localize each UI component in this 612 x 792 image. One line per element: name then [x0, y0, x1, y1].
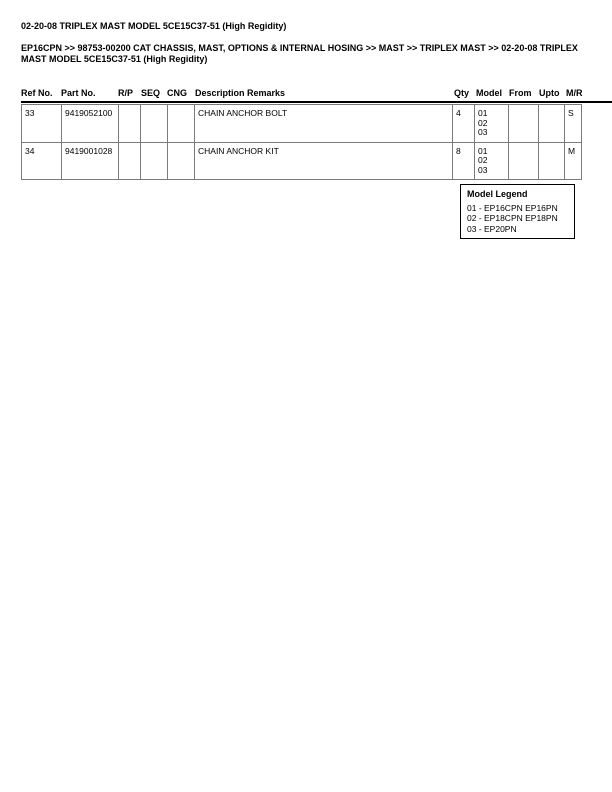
model-cell [475, 142, 509, 180]
legend-entry: 02 - EP18CPN EP18PN [467, 213, 558, 223]
qty-cell: 4 [453, 105, 475, 143]
header-part-no: Part No. [61, 88, 96, 98]
seq-cell [141, 105, 168, 143]
upto-cell [539, 142, 565, 180]
model-code: 02 [478, 117, 488, 128]
cng-cell [168, 142, 195, 180]
header-ref-no: Ref No. [21, 88, 53, 98]
ref-no-cell: 34 [22, 142, 62, 180]
qty-cell: 8 [453, 142, 475, 180]
legend-entry: 01 - EP16CPN EP16PN [467, 202, 558, 213]
cng-cell [168, 105, 195, 143]
rp-cell [119, 142, 141, 180]
model-code: 03 [478, 164, 488, 175]
from-cell [509, 105, 539, 143]
header-from: From [509, 88, 532, 98]
upto-cell [539, 105, 565, 143]
header-upto: Upto [539, 88, 560, 98]
rp-cell [119, 105, 141, 143]
seq-cell [141, 142, 168, 180]
header-rp: R/P [118, 88, 134, 98]
model-code: 03 [478, 127, 488, 137]
breadcrumb: EP16CPN >> 98753-00200 CAT CHASSIS, MAST, OPTIONS & INTERNAL HOSING >> MAST >> TRIPLEX MAST >> 02-20-08 TRIPLEX MAST MODEL 5CE15C37-51 (High Regidity) [21, 43, 578, 64]
mr-cell: M [565, 142, 582, 180]
from-cell [509, 142, 539, 180]
header-cng: CNG [167, 88, 187, 98]
header-mr: M/R [566, 88, 583, 98]
part-no-cell: 9419001028 [62, 142, 119, 180]
model-code: 01 [478, 108, 488, 118]
table-row [22, 105, 582, 143]
header-description: Description Remarks [195, 88, 286, 98]
header-model: Model [476, 88, 502, 98]
table-row [22, 142, 582, 180]
header-seq: SEQ [141, 88, 161, 98]
page-title: 02-20-08 TRIPLEX MAST MODEL 5CE15C37-51 (High Regidity) [21, 21, 287, 31]
model-code: 01 [478, 145, 488, 156]
model-legend [460, 184, 575, 239]
header-divider [21, 101, 612, 103]
model-legend-title: Model Legend [467, 189, 528, 199]
legend-entry: 03 - EP20PN [467, 223, 517, 234]
model-code: 02 [478, 155, 488, 165]
model-cell [475, 105, 509, 143]
header-qty: Qty [454, 88, 470, 98]
description-cell: CHAIN ANCHOR KIT [195, 142, 453, 180]
mr-cell: S [565, 105, 582, 143]
parts-table [21, 104, 582, 180]
ref-no-cell: 33 [22, 105, 62, 143]
part-no-cell: 9419052100 [62, 105, 119, 143]
description-cell: CHAIN ANCHOR BOLT [195, 105, 453, 143]
